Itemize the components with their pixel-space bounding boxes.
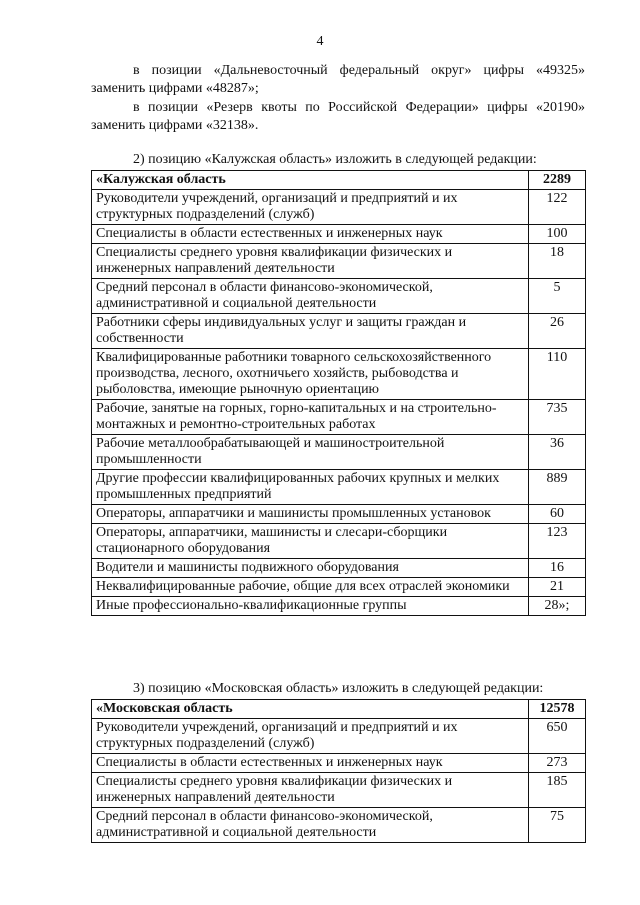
occupation-group-cell: Другие профессии квалифицированных рабочих крупных и мелких промышленных предприятий (92, 470, 529, 505)
occupation-group-cell: Водители и машинисты подвижного оборудования (92, 559, 529, 578)
table-row (92, 314, 586, 349)
kaluga-table (91, 170, 586, 616)
quota-value-cell: 100 (529, 225, 586, 244)
table-row (92, 244, 586, 279)
table-header-row (92, 700, 586, 719)
table-row (92, 524, 586, 559)
quota-value-cell: 123 (529, 524, 586, 559)
table-row (92, 559, 586, 578)
table-row (92, 279, 586, 314)
table-row (92, 578, 586, 597)
table-row (92, 754, 586, 773)
occupation-group-cell: Неквалифицированные рабочие, общие для всех отраслей экономики (92, 578, 529, 597)
occupation-group-cell: Операторы, аппаратчики и машинисты промышленных установок (92, 505, 529, 524)
occupation-group-cell: Специалисты в области естественных и инженерных наук (92, 225, 529, 244)
occupation-group-cell: Средний персонал в области финансово-экономической, административной и социальной деятельности (92, 808, 529, 843)
occupation-group-cell: Специалисты среднего уровня квалификации физических и инженерных направлений деятельности (92, 244, 529, 279)
table-row (92, 773, 586, 808)
quota-value-cell: 735 (529, 400, 586, 435)
occupation-group-cell: «Московская область (92, 700, 529, 719)
table-header-row (92, 171, 586, 190)
occupation-group-cell: Работники сферы индивидуальных услуг и защиты граждан и собственности (92, 314, 529, 349)
quota-value-cell: 60 (529, 505, 586, 524)
quota-value-cell: 75 (529, 808, 586, 843)
paragraph-line: в позиции «Резерв квоты по Российской Федерации» цифры «20190» (133, 100, 585, 115)
quota-value-cell: 16 (529, 559, 586, 578)
moscow-table (91, 699, 586, 843)
page-number: 4 (316, 34, 324, 49)
table-row (92, 190, 586, 225)
table-row (92, 597, 586, 616)
occupation-group-cell: Квалифицированные работники товарного сельскохозяйственного производства, лесного, охотничьего хозяйств, рыбоводства и рыболовства, имеющие рыночную ориентацию (92, 349, 529, 400)
paragraph-line: в позиции «Дальневосточный федеральный округ» цифры «49325» (133, 63, 585, 78)
section-2-heading: 2) позицию «Калужская область» изложить в следующей редакции: (133, 152, 537, 167)
occupation-group-cell: «Калужская область (92, 171, 529, 190)
occupation-group-cell: Руководители учреждений, организаций и предприятий и их структурных подразделений (служб) (92, 190, 529, 225)
table-row (92, 349, 586, 400)
quota-value-cell: 889 (529, 470, 586, 505)
table-row (92, 400, 586, 435)
table-row (92, 225, 586, 244)
quota-value-cell: 5 (529, 279, 586, 314)
amendment-paragraph-far-east (91, 62, 585, 98)
occupation-group-cell: Рабочие, занятые на горных, горно-капитальных и на строительно-монтажных и ремонтно-строительных работах (92, 400, 529, 435)
quota-value-cell: 185 (529, 773, 586, 808)
paragraph-line: заменить цифрами «48287»; (91, 81, 259, 96)
occupation-group-cell: Средний персонал в области финансово-экономической, административной и социальной деятельности (92, 279, 529, 314)
quota-value-cell: 28»; (529, 597, 586, 616)
table-row (92, 808, 586, 843)
quota-value-cell: 110 (529, 349, 586, 400)
section-3-heading: 3) позицию «Московская область» изложить в следующей редакции: (133, 681, 544, 696)
table-row (92, 505, 586, 524)
quota-value-cell: 12578 (529, 700, 586, 719)
paragraph-line: заменить цифрами «32138». (91, 118, 259, 133)
table-row (92, 470, 586, 505)
quota-value-cell: 18 (529, 244, 586, 279)
quota-value-cell: 36 (529, 435, 586, 470)
occupation-group-cell: Специалисты в области естественных и инженерных наук (92, 754, 529, 773)
occupation-group-cell: Руководители учреждений, организаций и предприятий и их структурных подразделений (служб) (92, 719, 529, 754)
quota-value-cell: 273 (529, 754, 586, 773)
occupation-group-cell: Иные профессионально-квалификационные группы (92, 597, 529, 616)
occupation-group-cell: Рабочие металлообрабатывающей и машиностроительной промышленности (92, 435, 529, 470)
occupation-group-cell: Операторы, аппаратчики, машинисты и слесари-сборщики стационарного оборудования (92, 524, 529, 559)
quota-value-cell: 122 (529, 190, 586, 225)
quota-value-cell: 21 (529, 578, 586, 597)
quota-value-cell: 26 (529, 314, 586, 349)
table-row (92, 435, 586, 470)
amendment-paragraph-reserve (91, 99, 585, 135)
quota-value-cell: 2289 (529, 171, 586, 190)
occupation-group-cell: Специалисты среднего уровня квалификации физических и инженерных направлений деятельности (92, 773, 529, 808)
table-row (92, 719, 586, 754)
quota-value-cell: 650 (529, 719, 586, 754)
